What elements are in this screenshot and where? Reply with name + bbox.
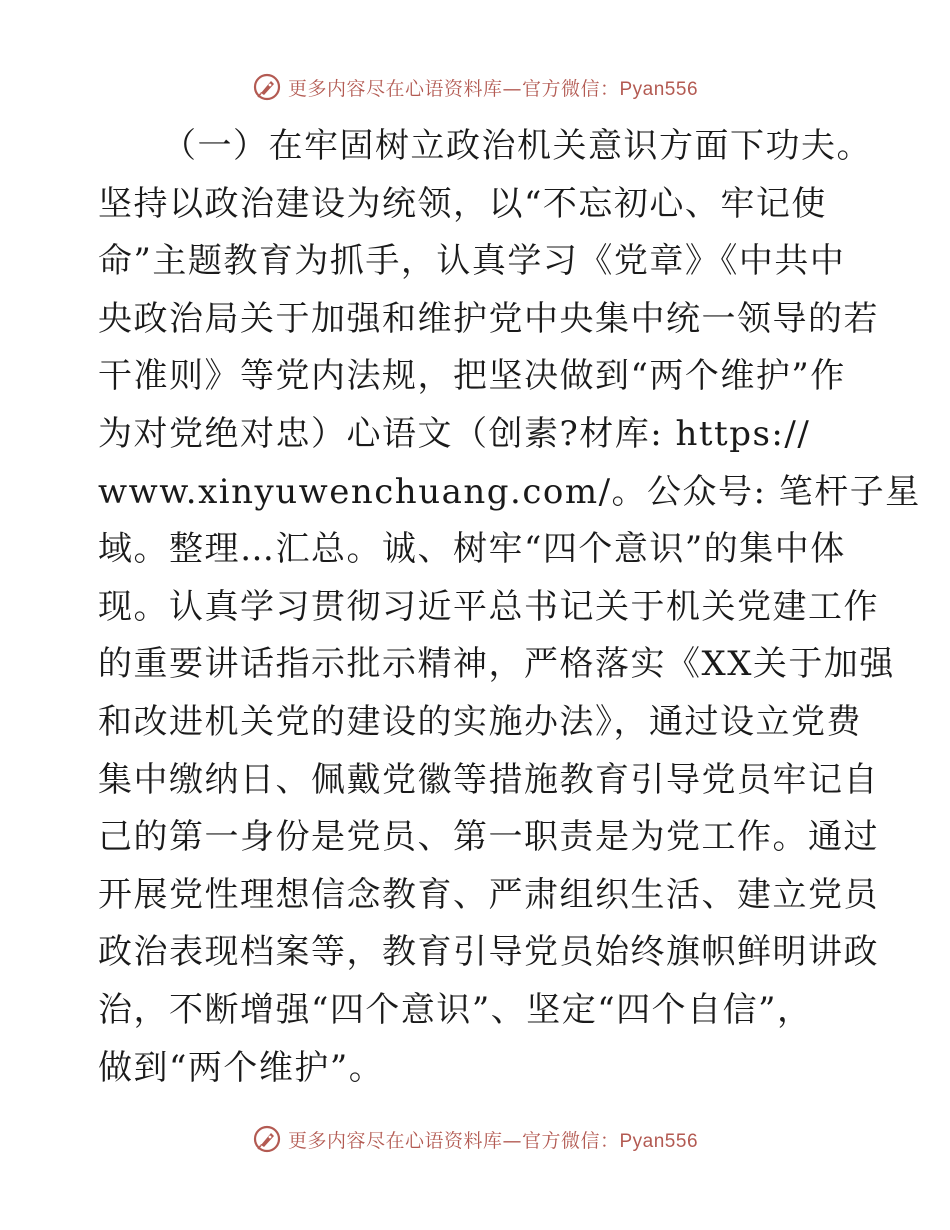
body-line: 为对党绝对忠）心语文（创素?材库: https://	[98, 413, 811, 454]
body-line: 和改进机关党的建设的实施办法》，通过设立党费	[98, 701, 862, 742]
watermark-text	[288, 1126, 698, 1153]
body-line: 命”主题教育为抓手，认真学习《党章》《中共中	[98, 241, 846, 282]
watermark-label: 更多内容尽在心语资料库—官方微信：	[287, 77, 620, 100]
body-line: 坚持以政治建设为统领，以“不忘初心、牢记使	[98, 183, 827, 224]
body-line: www.xinyuwenchuang.com/。公众号: 笔杆子星	[98, 471, 921, 512]
body-line: 域。整理…汇总。诚、树牢“四个意识”的集中体	[98, 529, 846, 570]
watermark-text	[288, 74, 698, 101]
body-line: 政治表现档案等，教育引导党员始终旗帜鲜明讲政	[98, 932, 879, 973]
body-line: 治，不断增强“四个意识”、坚定“四个自信”，	[98, 989, 813, 1030]
watermark-label: 更多内容尽在心语资料库—官方微信：	[287, 1129, 620, 1152]
paragraph-heading-line: （一）在牢固树立政治机关意识方面下功夫。	[162, 126, 872, 166]
body-line: 干准则》等党内法规，把坚决做到“两个维护”作	[98, 356, 846, 397]
body-line: 开展党性理想信念教育、严肃组织生活、建立党员	[98, 874, 879, 915]
body-line: 集中缴纳日、佩戴党徽等措施教育引导党员牢记自	[98, 759, 879, 800]
body-line: 己的第一身份是党员、第一职责是为党工作。通过	[98, 817, 879, 858]
body-line: 现。认真学习贯彻习近平总书记关于机关党建工作	[98, 586, 879, 627]
wechat-id: Pyan556	[619, 1130, 699, 1152]
body-line: 的重要讲话指示批示精神，严格落实《XX关于加强	[98, 644, 895, 685]
pen-nib-logo-icon	[252, 1124, 282, 1154]
wechat-id: Pyan556	[619, 78, 699, 100]
header-watermark-banner	[0, 72, 950, 102]
footer-watermark-banner	[0, 1124, 950, 1154]
document-body	[98, 118, 921, 1097]
pen-nib-logo-icon	[252, 72, 282, 102]
body-line: 央政治局关于加强和维护党中央集中统一领导的若	[98, 298, 879, 339]
body-line: 做到“两个维护”。	[98, 1047, 385, 1088]
